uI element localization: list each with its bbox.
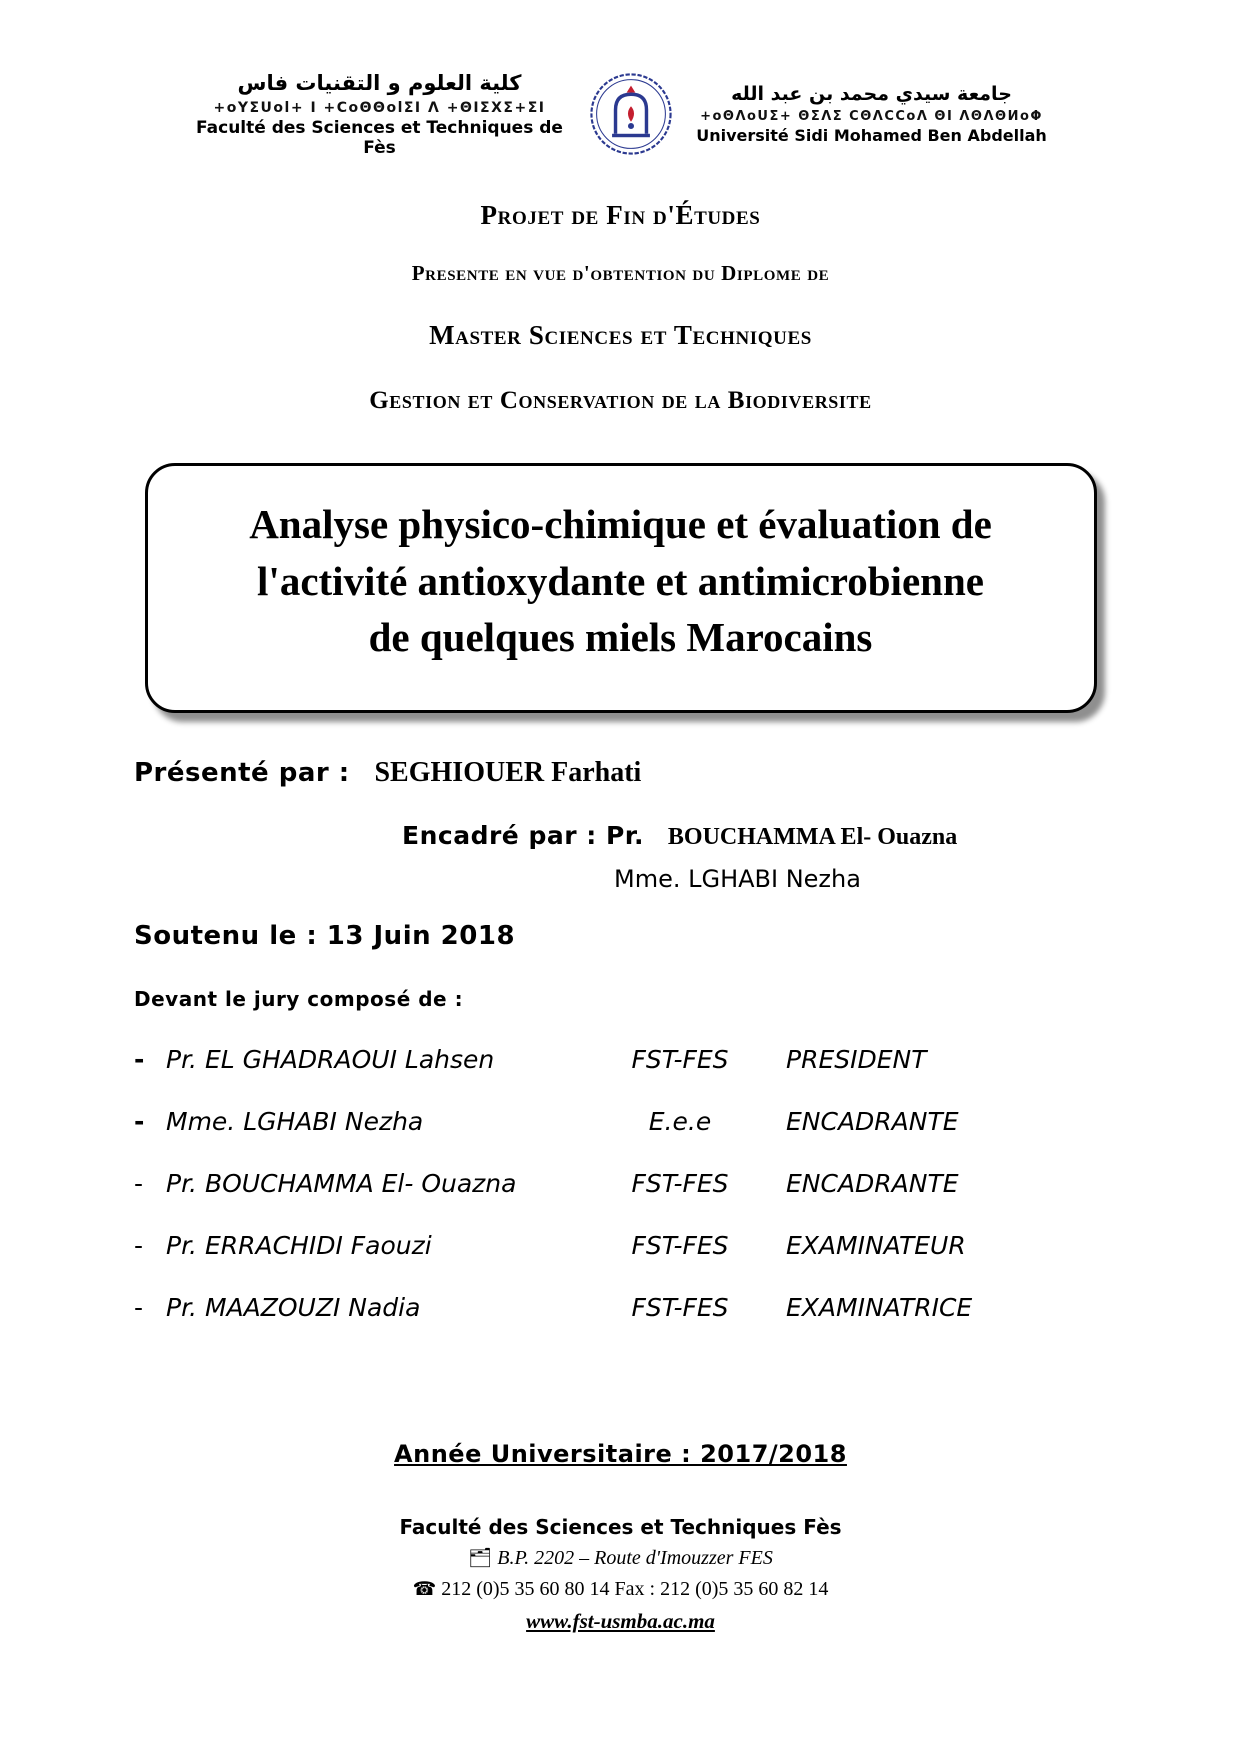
jury-member-affiliation: FST-FES: [631, 1292, 729, 1322]
presented-by-row: [134, 757, 1241, 789]
jury-member-name: Mme. LGHABI Nezha: [166, 1106, 424, 1136]
jury-member-name: Pr. EL GHADRAOUI Lahsen: [166, 1044, 495, 1074]
supervised-by-row: [402, 821, 1241, 851]
project-type-line: Projet de Fin d'Études: [480, 200, 761, 230]
specialty-line: Gestion et Conservation de la Biodiversite: [369, 387, 872, 414]
document-heading: [0, 200, 1241, 415]
university-name-french: Université Sidi Mohamed Ben Abdellah: [696, 126, 1047, 146]
author-name: SEGHIOUER Farhati: [374, 756, 642, 788]
faculty-name-tifinagh: +oYΣUol+ I +CoΘΘolΣI Λ +ΘIΣXΣ+ΣI: [213, 99, 546, 116]
jury-row: [134, 1293, 1241, 1322]
jury-member-role: PRESIDENT: [786, 1044, 927, 1074]
footer-phone: 212 (0)5 35 60 80 14 Fax : 212 (0)5 35 60 82 14: [441, 1577, 829, 1600]
jury-dash: -: [134, 1044, 145, 1074]
university-block: [692, 83, 1052, 146]
university-name-tifinagh: +oΘΛoUΣ+ ΘΣΛΣ CΘΛCCoΛ ΘI ΛΘΛΘИoΦ: [700, 109, 1043, 125]
footer-faculty-name: Faculté des Sciences et Techniques Fès: [399, 1514, 842, 1539]
jury-member-affiliation: E.e.e: [648, 1106, 712, 1136]
footer-address: B.P. 2202 – Route d'Imouzzer FES: [497, 1546, 773, 1569]
jury-member-name: Pr. ERRACHIDI Faouzi: [166, 1230, 432, 1260]
jury-member-name: Pr. BOUCHAMMA El- Ouazna: [166, 1168, 517, 1198]
thesis-title-line-2: l'activité antioxydante et antimicrobienne: [257, 557, 984, 604]
footer-website[interactable]: www.fst-usmba.ac.ma: [526, 1608, 715, 1633]
degree-line: Master Sciences et Techniques: [429, 320, 812, 350]
thesis-title-line-3: de quelques miels Marocains: [368, 614, 873, 661]
jury-row: [134, 1045, 1241, 1074]
jury-member-role: EXAMINATEUR: [786, 1230, 966, 1260]
header: [0, 0, 1241, 162]
jury-member-affiliation: FST-FES: [631, 1168, 729, 1198]
phone-icon: ☎: [412, 1577, 437, 1600]
faculty-block: [190, 70, 570, 157]
jury-intro-label: Devant le jury composé de :: [134, 986, 464, 1011]
jury-row: [134, 1107, 1241, 1136]
supervisor-name-2: Mme. LGHABI Nezha: [614, 864, 861, 893]
jury-member-role: ENCADRANTE: [786, 1106, 959, 1136]
jury-dash: -: [134, 1230, 144, 1260]
jury-row: [134, 1169, 1241, 1198]
supervised-by-label: Encadré par : Pr.: [402, 820, 645, 850]
jury-list: [134, 1045, 1241, 1322]
footer-phone-row: [0, 1574, 1241, 1605]
envelope-icon: 🗂︎: [468, 1546, 493, 1569]
faculty-name-arabic: كلية العلوم و التقنيات فاس: [237, 71, 522, 96]
footer: [0, 1512, 1241, 1638]
footer-address-row: [0, 1543, 1241, 1574]
thesis-title-line-1: Analyse physico-chimique et évaluation de: [249, 501, 992, 547]
purpose-line: Presente en vue d'obtention du Diplome de: [411, 261, 830, 285]
supervisor-name-1: BOUCHAMMA El- Ouazna: [667, 823, 958, 850]
jury-row: [134, 1231, 1241, 1260]
jury-dash: -: [134, 1168, 144, 1198]
presentation-block: [134, 757, 1241, 1011]
defense-date: Soutenu le : 13 Juin 2018: [134, 920, 516, 951]
jury-member-name: Pr. MAAZOUZI Nadia: [166, 1292, 421, 1322]
jury-member-role: ENCADRANTE: [786, 1168, 959, 1198]
faculty-name-french: Faculté des Sciences et Techniques de Fès: [196, 117, 563, 158]
jury-dash: -: [134, 1292, 144, 1322]
university-logo-emblem: [588, 66, 674, 162]
university-name-arabic: جامعة سيدي محمد بن عبد الله: [731, 82, 1012, 105]
academic-year: Année Universitaire : 2017/2018: [394, 1439, 847, 1468]
university-logo: [588, 66, 674, 162]
jury-dash: -: [134, 1106, 145, 1136]
jury-member-affiliation: FST-FES: [631, 1230, 729, 1260]
presented-by-label: Présenté par :: [134, 757, 350, 788]
academic-year-row: [0, 1440, 1241, 1468]
thesis-title-box: [145, 463, 1097, 713]
jury-member-affiliation: FST-FES: [631, 1044, 729, 1074]
jury-member-role: EXAMINATRICE: [786, 1292, 973, 1322]
